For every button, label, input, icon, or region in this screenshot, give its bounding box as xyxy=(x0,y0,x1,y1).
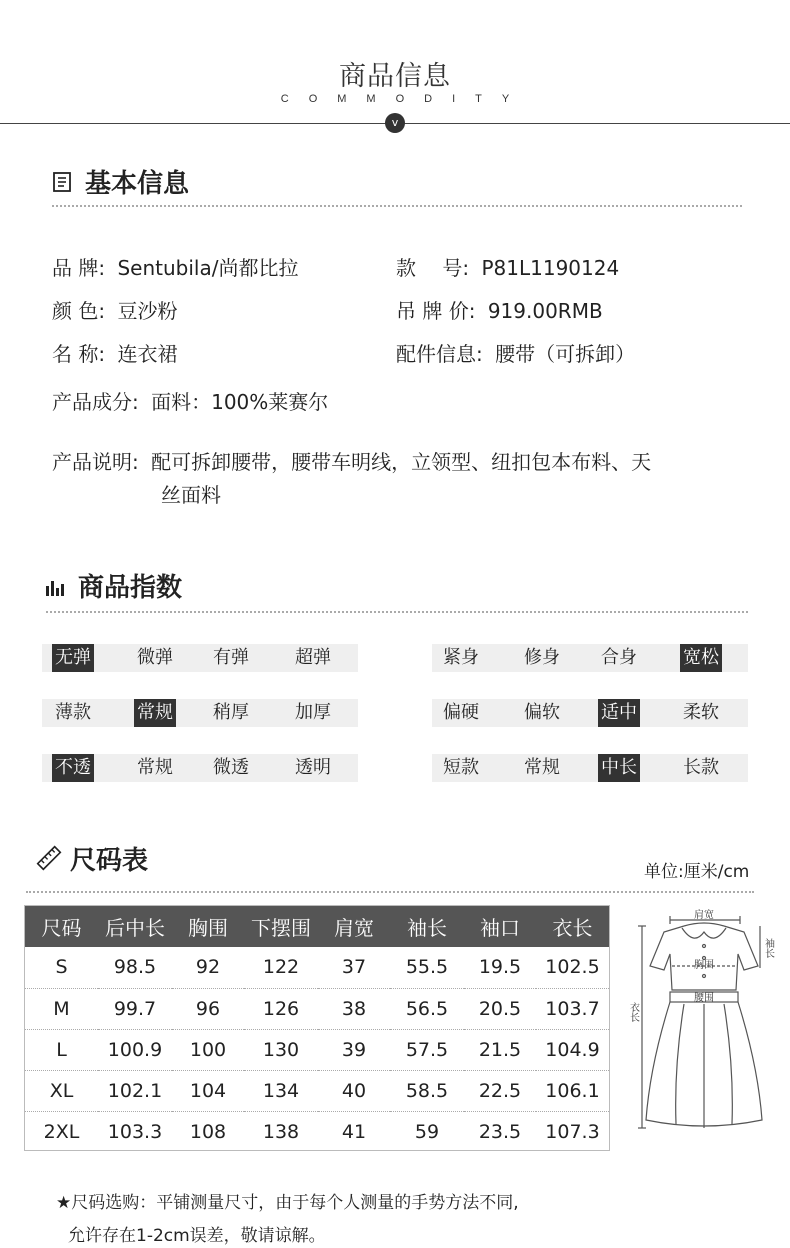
index-option: 稍厚 xyxy=(213,702,249,723)
index-bar-right xyxy=(432,699,748,727)
table-cell: 59 xyxy=(390,1111,464,1152)
table-cell: 108 xyxy=(172,1111,244,1152)
index-option: 偏软 xyxy=(524,702,560,723)
diagram-label-sleeve: 袖长 xyxy=(762,938,774,958)
price-label: 吊 牌 价: xyxy=(396,299,476,323)
table-cell: 22.5 xyxy=(464,1070,536,1111)
info-brand xyxy=(52,252,298,281)
column-header: 衣长 xyxy=(536,906,609,947)
index-option: 紧身 xyxy=(443,647,479,668)
index-option: 短款 xyxy=(443,757,479,778)
index-bar-left xyxy=(42,699,358,727)
table-cell: 134 xyxy=(244,1070,318,1111)
ruler-icon xyxy=(36,845,62,871)
column-header: 袖长 xyxy=(390,906,464,947)
index-option: 合身 xyxy=(601,647,637,668)
table-cell: 2XL xyxy=(25,1111,98,1152)
table-cell: M xyxy=(25,988,98,1029)
table-cell: 104.9 xyxy=(536,1029,609,1070)
size-note-line-1: ★尺码选购：平铺测量尺寸，由于每个人测量的手势方法不同, xyxy=(56,1193,519,1213)
index-bar-right xyxy=(432,754,748,782)
index-option-selected: 中长 xyxy=(598,754,640,782)
composition-label: 产品成分: xyxy=(52,390,139,414)
index-option: 微弹 xyxy=(137,647,173,668)
index-option: 修身 xyxy=(524,647,560,668)
description-line-1: 配可拆卸腰带，腰带车明线，立领型、纽扣包本布料、天 xyxy=(151,450,652,474)
index-option: 常规 xyxy=(524,757,560,778)
table-cell: 107.3 xyxy=(536,1111,609,1152)
section-title-basic: 基本信息 xyxy=(85,169,190,199)
table-cell: 103.3 xyxy=(98,1111,172,1152)
table-cell: 130 xyxy=(244,1029,318,1070)
info-accessory xyxy=(396,338,635,367)
accessory-value: 腰带（可拆卸） xyxy=(495,342,636,366)
description-label: 产品说明: xyxy=(52,450,139,474)
table-cell: S xyxy=(55,956,68,979)
name-label: 名 称: xyxy=(52,342,106,366)
table-row xyxy=(25,1029,609,1070)
table-cell: 56.5 xyxy=(390,988,464,1029)
info-color xyxy=(52,295,177,324)
table-cell: 99.7 xyxy=(98,988,172,1029)
color-value: 豆沙粉 xyxy=(117,299,178,323)
table-cell: 104 xyxy=(172,1070,244,1111)
size-note-line-2: 允许存在1-2cm误差，敬请谅解。 xyxy=(68,1226,326,1246)
table-cell: 39 xyxy=(318,1029,390,1070)
index-option-selected: 常规 xyxy=(134,699,176,727)
info-price xyxy=(396,295,603,324)
index-option: 长款 xyxy=(683,757,719,778)
chevron-down-icon: v xyxy=(385,113,405,133)
table-cell: 38 xyxy=(318,988,390,1029)
table-cell: 122 xyxy=(262,956,300,979)
table-cell: 19.5 xyxy=(478,956,522,979)
section-divider xyxy=(52,205,742,207)
table-cell: 100 xyxy=(172,1029,244,1070)
column-header: 尺码 xyxy=(25,906,98,947)
table-row xyxy=(25,947,609,988)
dress-diagram xyxy=(624,906,780,1136)
table-cell: 103.7 xyxy=(536,988,609,1029)
table-cell: 98.5 xyxy=(113,956,157,979)
brand-value: Sentubila/尚都比拉 xyxy=(117,256,299,280)
table-cell: 41 xyxy=(318,1111,390,1152)
style-value: P81L1190124 xyxy=(481,256,620,280)
index-option: 偏硬 xyxy=(443,702,479,723)
section-title-size: 尺码表 xyxy=(70,846,149,876)
style-label: 款 号: xyxy=(396,256,470,280)
info-composition xyxy=(52,386,328,415)
composition-value: 面料：100%莱赛尔 xyxy=(151,390,329,414)
index-option: 加厚 xyxy=(295,702,331,723)
description-line-2: 丝面料 xyxy=(161,483,221,507)
column-header: 袖口 xyxy=(464,906,536,947)
index-option-selected: 不透 xyxy=(52,754,94,782)
diagram-label-waist: 腰围 xyxy=(694,993,714,1004)
dress-outline xyxy=(624,906,780,1136)
table-cell: 138 xyxy=(244,1111,318,1152)
index-option: 薄款 xyxy=(55,702,91,723)
table-cell: 102.1 xyxy=(98,1070,172,1111)
table-cell: 21.5 xyxy=(464,1029,536,1070)
size-table xyxy=(25,906,609,1152)
column-header: 后中长 xyxy=(98,906,172,947)
section-title-index: 商品指数 xyxy=(78,573,183,603)
index-option-selected: 无弹 xyxy=(52,644,94,672)
table-cell: 106.1 xyxy=(536,1070,609,1111)
index-option: 透明 xyxy=(295,757,331,778)
index-bar-left xyxy=(42,644,358,672)
info-style xyxy=(396,252,619,281)
name-value: 连衣裙 xyxy=(117,342,178,366)
diagram-label-chest: 胸围 xyxy=(694,960,714,971)
price-value: 919.00RMB xyxy=(487,299,603,323)
table-cell: 37 xyxy=(341,956,367,979)
document-icon xyxy=(53,172,71,192)
table-cell: XL xyxy=(25,1070,98,1111)
index-option-selected: 宽松 xyxy=(680,644,722,672)
size-table-header xyxy=(25,906,609,947)
index-option: 微透 xyxy=(213,757,249,778)
section-divider xyxy=(26,891,754,893)
bar-chart-icon xyxy=(46,578,66,596)
index-option: 超弹 xyxy=(295,647,331,668)
diagram-label-length: 衣长 xyxy=(627,1002,639,1022)
column-header: 胸围 xyxy=(172,906,244,947)
index-option-selected: 适中 xyxy=(598,699,640,727)
table-row xyxy=(25,1070,609,1111)
column-header: 下摆围 xyxy=(244,906,318,947)
table-cell: 55.5 xyxy=(405,956,449,979)
color-label: 颜 色: xyxy=(52,299,106,323)
table-cell: 40 xyxy=(318,1070,390,1111)
index-bar-left xyxy=(42,754,358,782)
index-option: 常规 xyxy=(137,757,173,778)
table-cell: 102.5 xyxy=(545,956,600,979)
table-cell: 96 xyxy=(172,988,244,1029)
table-cell: 57.5 xyxy=(390,1029,464,1070)
table-cell: 20.5 xyxy=(464,988,536,1029)
index-bar-right xyxy=(432,644,748,672)
brand-label: 品 牌: xyxy=(52,256,106,280)
page-subtitle: COMMODITY xyxy=(280,93,530,105)
accessory-label: 配件信息: xyxy=(396,342,483,366)
table-row xyxy=(25,1111,609,1152)
table-cell: 92 xyxy=(195,956,221,979)
table-row xyxy=(25,988,609,1029)
diagram-label-shoulder: 肩宽 xyxy=(694,910,714,921)
table-cell: 23.5 xyxy=(464,1111,536,1152)
info-name xyxy=(52,338,177,367)
table-cell: 100.9 xyxy=(98,1029,172,1070)
info-description xyxy=(52,446,651,475)
index-option: 有弹 xyxy=(213,647,249,668)
table-cell: 58.5 xyxy=(390,1070,464,1111)
page-title: 商品信息 xyxy=(339,61,451,92)
column-header: 肩宽 xyxy=(318,906,390,947)
size-table-wrapper xyxy=(24,905,610,1151)
table-cell: 126 xyxy=(244,988,318,1029)
table-cell: L xyxy=(25,1029,98,1070)
unit-label: 单位:厘米/cm xyxy=(644,862,750,882)
index-option: 柔软 xyxy=(683,702,719,723)
section-divider xyxy=(46,611,748,613)
